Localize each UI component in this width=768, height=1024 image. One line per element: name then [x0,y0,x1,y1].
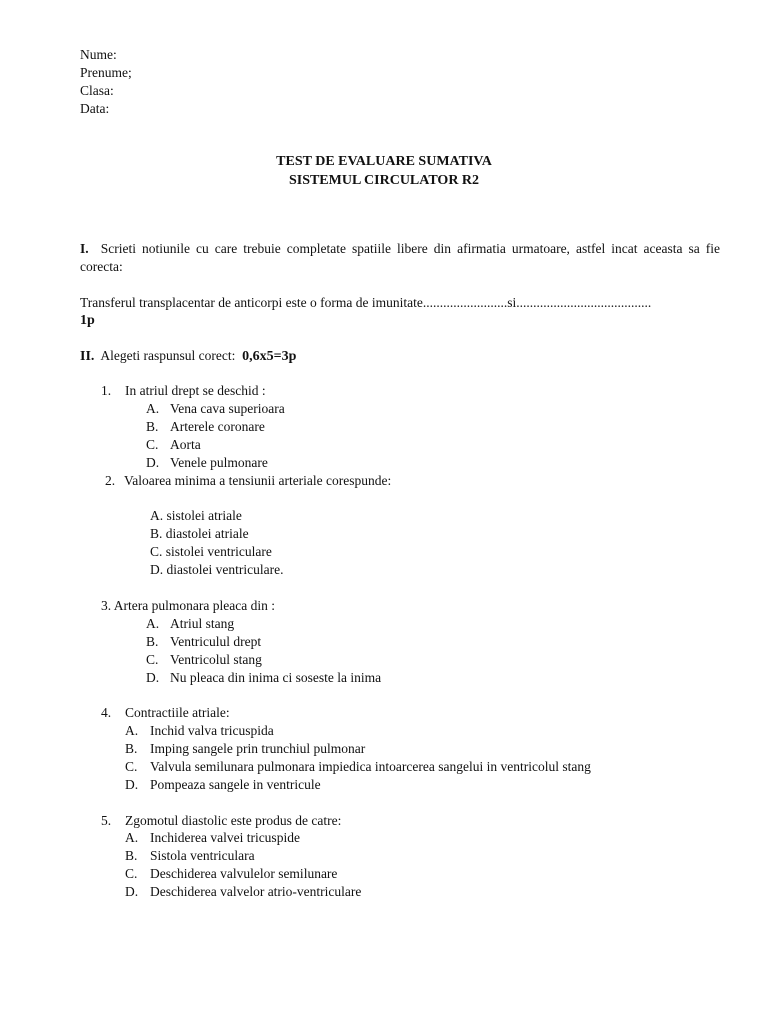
section1-instruction [80,240,720,258]
option-text: Nu pleaca din inima ci soseste la inima [170,670,382,685]
section1-roman: I. [80,241,89,256]
option [150,525,249,543]
option-text: Atriul stang [170,616,235,631]
option [146,669,381,687]
question-2 [105,472,391,490]
option-text: Deschiderea valvulelor semilunare [150,866,338,881]
option-letter: B. [146,419,159,434]
option [125,776,321,794]
option [125,829,300,847]
option [146,400,285,418]
question-number: 3. [101,598,112,613]
option-letter: A. [146,616,160,631]
test-subtitle: SISTEMUL CIRCULATOR R2 [288,173,480,188]
option [150,543,272,561]
option-letter: C. [146,437,159,452]
question-number: 1. [101,383,112,398]
section2-points: 0,6x5=3p [242,349,297,364]
question-text: Contractiile atriale: [125,705,230,720]
option [125,865,337,883]
option-text: Ventriculul drept [170,634,262,649]
option-text: Inchid valva tricuspida [150,723,274,738]
option [150,561,283,579]
section1-instruction-b: corecta: [80,259,123,274]
option-letter: D. [146,455,160,470]
question-text: Valoarea minima a tensiunii arteriale corespunde: [124,473,392,488]
option-letter: B. [146,634,159,649]
question-number: 4. [101,705,112,720]
option-letter: C. [125,866,138,881]
option-text: Deschiderea valvelor atrio-ventriculare [150,884,362,899]
question-5 [101,812,341,830]
option-letter: B. [125,741,138,756]
option-text: Sistola ventriculara [150,848,255,863]
option-letter: D. [150,562,164,577]
question-text: In atriul drept se deschid : [125,383,266,398]
option-letter: A. [146,401,160,416]
option-text: sistolei atriale [166,508,242,523]
option-letter: C. [125,759,138,774]
question-4 [101,704,230,722]
option [125,847,255,865]
option [125,758,591,776]
question-number: 2. [105,473,116,488]
option-letter: C. [146,652,159,667]
option-text: Valvula semilunara pulmonara impiedica intoarcerea sangelui in ventricolul stang [150,759,591,774]
header-prenume: Prenume; [80,65,132,80]
option-letter: B. [150,526,163,541]
option-text: Ventricolul stang [170,652,262,667]
section1-instruction-a: Scrieti notiunile cu care trebuie completate spatiile libere din afirmatia urmatoare, astfel incat aceasta sa fie [100,241,720,256]
question-text: Artera pulmonara pleaca din : [113,598,275,613]
option-text: sistolei ventriculare [165,544,272,559]
option-text: Imping sangele prin trunchiul pulmonar [150,741,366,756]
option [125,722,274,740]
option-text: Pompeaza sangele in ventricule [150,777,321,792]
option [146,651,262,669]
option [125,740,365,758]
option-letter: D. [125,777,139,792]
option-text: Aorta [170,437,201,452]
option-letter: A. [125,723,139,738]
option-text: diastolei atriale [165,526,249,541]
option-letter: C. [150,544,163,559]
option-letter: B. [125,848,138,863]
option-text: Inchiderea valvei tricuspide [150,830,300,845]
option [146,436,201,454]
header-nume: Nume: [80,47,117,62]
option-letter: A. [150,508,164,523]
question-3 [101,597,275,615]
option-text: Arterele coronare [170,419,265,434]
option-letter: A. [125,830,139,845]
test-title: TEST DE EVALUARE SUMATIVA [276,154,492,169]
section2-instruction: Alegeti raspunsul corect: [100,348,236,363]
question-1 [101,382,266,400]
section1-points: 1p [80,313,95,328]
option-text: Vena cava superioara [170,401,285,416]
section1-statement: Transferul transplacentar de anticorpi este o forma de imunitate.........................si........................................ [80,295,652,310]
section2-heading [80,347,296,366]
section2-roman: II. [80,349,95,364]
option-text: Venele pulmonare [170,455,268,470]
option-letter: D. [146,670,160,685]
option [125,883,361,901]
header-data: Data: [80,101,110,116]
option [146,633,261,651]
option [150,507,242,525]
option [146,454,268,472]
header-clasa: Clasa: [80,83,114,98]
option [146,418,265,436]
option [146,615,234,633]
option-text: diastolei ventriculare. [166,562,284,577]
question-number: 5. [101,813,112,828]
option-letter: D. [125,884,139,899]
question-text: Zgomotul diastolic este produs de catre: [125,813,342,828]
